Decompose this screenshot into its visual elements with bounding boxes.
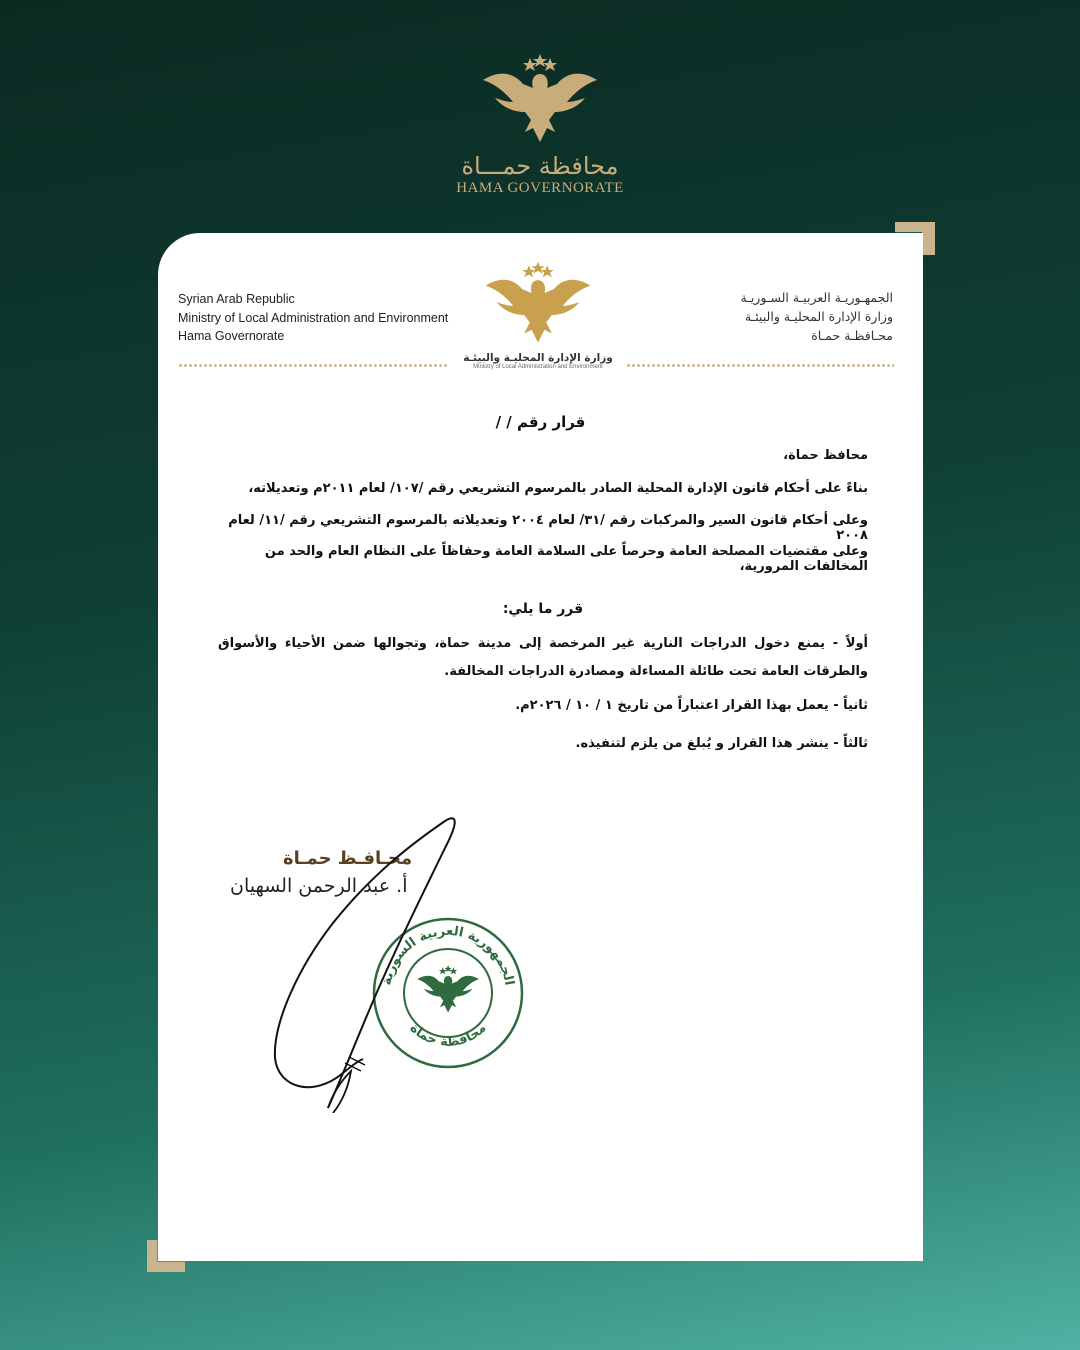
letterhead-en: [178, 290, 448, 346]
preamble-line: بناءً على أحكام قانون الإدارة المحلية الصادر بالمرسوم التشريعي رقم /١٠٧/ لعام ٢٠١١م وتعديلاته،: [248, 481, 868, 496]
article-first: أولاً - يمنع دخول الدراجات النارية غير المرخصة إلى مدينة حماة، وتجوالها ضمن الأحياء والأسواق والطرقات العامة تحت طائلة المساءلة ومصادرة الدراجات المخالفة.: [218, 636, 868, 679]
letterhead-divider-left: [178, 363, 448, 369]
ministry-name-ar: وزارة الإدارة المحليـة والبيئـة: [463, 352, 613, 364]
preamble-line: وعلى أحكام قانون السير والمركبات رقم /٣١/ لعام ٢٠٠٤ وتعديلاته بالمرسوم التشريعي رقم /١١/ لعام ٢٠٠٨: [228, 513, 868, 543]
banner-title-en: HAMA GOVERNORATE: [456, 180, 624, 196]
letterhead-divider-right: [626, 363, 894, 369]
signatory-name: أ. عبد الرحمن السهيان: [230, 875, 408, 897]
handwritten-signature-icon: [253, 813, 473, 1117]
decision-number-title: قرار رقم / /: [495, 413, 586, 431]
article-third: ثالثاً - ينشر هذا القرار و يُبلغ من يلزم لتنفيذه.: [575, 736, 868, 751]
signatory-title: محـافـظ حمـاة: [283, 848, 413, 869]
ministry-name-en: Ministry of Local Administration and Environment: [473, 364, 603, 370]
letterhead-ar-line: وزارة الإدارة المحليـة والبيئـة: [744, 309, 893, 324]
letterhead-emblem: [458, 258, 618, 370]
letterhead-ar-line: الجمهـوريـة العربيـة السـوريـة: [740, 290, 893, 305]
letterhead-ar-line: محـافظـة حمـاة: [811, 328, 893, 343]
decision-document: [158, 233, 923, 1261]
stamp-ring-top-text: الجمهورية العربية السورية: [379, 923, 517, 987]
golden-eagle-emblem-icon: [475, 50, 605, 150]
issuer-line: محافظ حماة،: [783, 448, 868, 463]
article-second: ثانياً - يعمل بهذا القرار اعتباراً من تاريخ ١ / ١٠ / ٢٠٢٦م.: [515, 698, 868, 713]
letterhead-en-line: Syrian Arab Republic: [178, 292, 295, 306]
golden-eagle-emblem-icon: [478, 258, 598, 350]
stamp-ring-bottom-text: محافظة حماة: [406, 1020, 490, 1051]
letterhead-en-line: Ministry of Local Administration and Environment: [178, 310, 449, 325]
preamble-line: وعلى مقتضيات المصلحة العامة وحرصاً على السلامة العامة وحفاظاً على النظام العام والحد من المخالفات المرورية،: [264, 544, 868, 574]
letterhead-en-line: Hama Governorate: [178, 329, 285, 343]
banner-logo: [0, 50, 1080, 197]
decided-heading: قرر ما يلي:: [502, 601, 584, 617]
banner-title-ar: محافظة حمـــاة: [461, 152, 619, 180]
letterhead-ar: [740, 288, 893, 345]
